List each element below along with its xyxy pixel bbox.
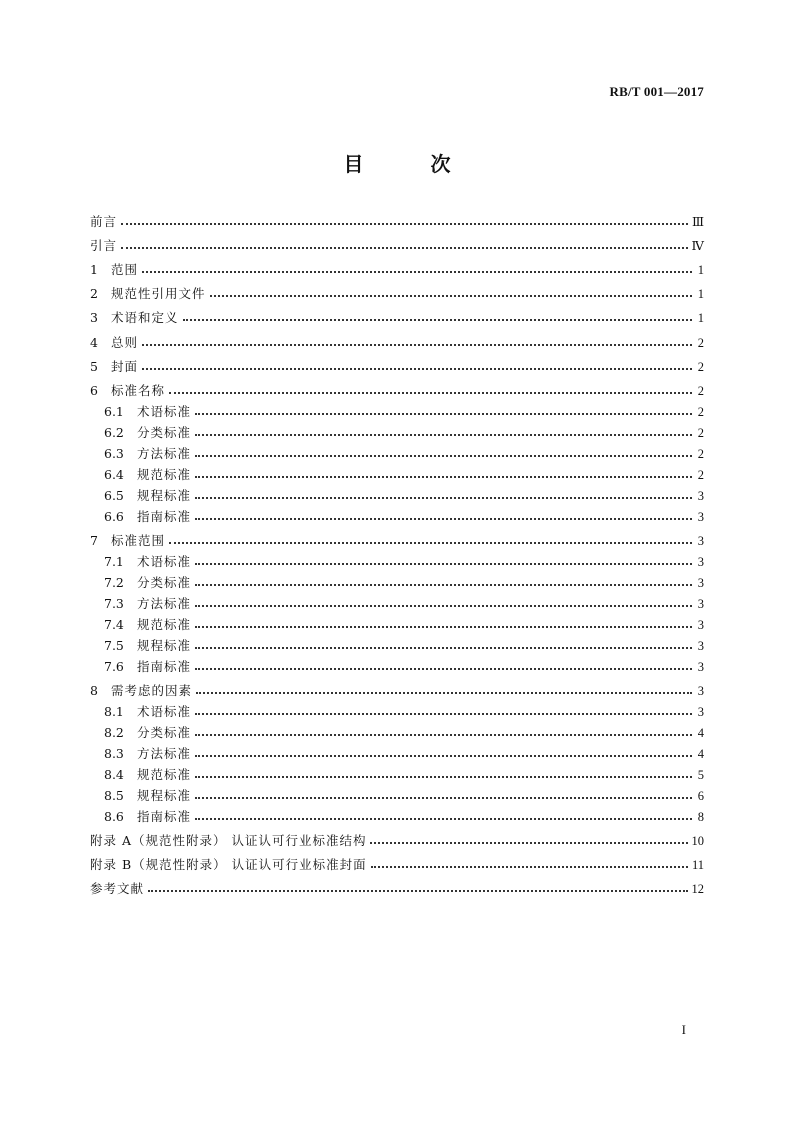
dot-leader bbox=[195, 511, 692, 521]
toc-entry-page: 3 bbox=[697, 555, 704, 569]
toc-entry-page: 8 bbox=[697, 810, 704, 824]
toc-entry-number: 7.4 bbox=[104, 617, 124, 632]
dot-leader bbox=[196, 685, 692, 695]
toc-entry-page: 11 bbox=[691, 858, 704, 872]
dot-leader bbox=[371, 859, 688, 869]
toc-entry-label: 规程标准 bbox=[137, 788, 192, 803]
toc-entry-label: 范围 bbox=[111, 262, 139, 277]
toc-entry-label: 规程标准 bbox=[137, 638, 192, 653]
toc-entry-number: 6.4 bbox=[104, 467, 124, 482]
dot-leader bbox=[195, 490, 692, 500]
dot-leader bbox=[195, 661, 692, 671]
dot-leader bbox=[169, 385, 692, 395]
dot-leader bbox=[195, 748, 692, 758]
toc-entry-label: 方法标准 bbox=[137, 446, 192, 461]
dot-leader bbox=[183, 312, 692, 322]
dot-leader bbox=[195, 469, 692, 479]
toc-entry-page: 2 bbox=[697, 360, 704, 374]
toc-entry[interactable] bbox=[90, 811, 704, 824]
toc-entry-number: 8.5 bbox=[104, 788, 124, 803]
toc-entry[interactable] bbox=[90, 216, 704, 229]
toc-entry-number: 1 bbox=[90, 262, 98, 277]
toc-entry-number: 8.2 bbox=[104, 725, 124, 740]
toc-entry-label: 参考文献 bbox=[90, 881, 145, 896]
toc-entry-page: 3 bbox=[697, 534, 704, 548]
toc-entry-number: 3 bbox=[90, 310, 98, 325]
dot-leader bbox=[195, 727, 692, 737]
toc-entry-label: 分类标准 bbox=[137, 425, 192, 440]
toc-entry-number: 7 bbox=[90, 533, 98, 548]
dot-leader bbox=[195, 598, 692, 608]
toc-entry[interactable] bbox=[90, 835, 704, 848]
toc-entry[interactable] bbox=[90, 448, 704, 461]
dot-leader bbox=[142, 337, 692, 347]
toc-entry[interactable] bbox=[90, 337, 704, 350]
dot-leader bbox=[195, 640, 692, 650]
toc-entry-page: 2 bbox=[697, 336, 704, 350]
toc-entry[interactable] bbox=[90, 490, 704, 503]
dot-leader bbox=[195, 556, 692, 566]
dot-leader bbox=[210, 288, 692, 298]
toc-entry-label: 总则 bbox=[111, 335, 139, 350]
toc-entry-page: 1 bbox=[697, 263, 704, 277]
toc-entry[interactable] bbox=[90, 556, 704, 569]
toc-entry-label: 指南标准 bbox=[137, 509, 192, 524]
dot-leader bbox=[121, 240, 687, 250]
toc-entry-page: 3 bbox=[697, 684, 704, 698]
toc-entry[interactable] bbox=[90, 264, 704, 277]
toc-entry-number: 5 bbox=[90, 359, 98, 374]
toc-entry[interactable] bbox=[90, 640, 704, 653]
page-number: I bbox=[681, 1022, 686, 1037]
toc-entry-number: 8.1 bbox=[104, 704, 124, 719]
toc-entry-number: 7.5 bbox=[104, 638, 124, 653]
dot-leader bbox=[195, 577, 692, 587]
toc-entry-label: 方法标准 bbox=[137, 746, 192, 761]
toc-entry[interactable] bbox=[90, 361, 704, 374]
page-title: 目 次 bbox=[343, 152, 481, 176]
dot-leader bbox=[195, 427, 692, 437]
toc-entry-page: 1 bbox=[697, 287, 704, 301]
toc-entry-label: 规程标准 bbox=[137, 488, 192, 503]
toc-entry-number: 6.1 bbox=[104, 404, 124, 419]
toc-entry-page: 12 bbox=[691, 882, 704, 896]
toc-entry-label: 引言 bbox=[90, 238, 118, 253]
toc-entry-number: 7.3 bbox=[104, 596, 124, 611]
toc-entry-page: 2 bbox=[697, 384, 704, 398]
dot-leader bbox=[195, 448, 692, 458]
toc-entry-number: 2 bbox=[90, 286, 98, 301]
toc-entry[interactable] bbox=[90, 577, 704, 590]
dot-leader bbox=[195, 811, 692, 821]
dot-leader bbox=[195, 619, 692, 629]
toc-entry[interactable] bbox=[90, 748, 704, 761]
dot-leader bbox=[195, 769, 692, 779]
toc-entry-label: 需考虑的因素 bbox=[111, 683, 193, 698]
toc-entry-page: 4 bbox=[697, 747, 704, 761]
toc-entry[interactable] bbox=[90, 859, 704, 872]
toc-entry[interactable] bbox=[90, 706, 704, 719]
toc-entry-number: 6.2 bbox=[104, 425, 124, 440]
toc-entry-number: 8 bbox=[90, 683, 98, 698]
toc-entry-label: 规范标准 bbox=[137, 467, 192, 482]
toc-entry-page: 3 bbox=[697, 705, 704, 719]
toc-entry-number: 6.5 bbox=[104, 488, 124, 503]
toc-entry-label: 前言 bbox=[90, 214, 118, 229]
dot-leader bbox=[148, 883, 687, 893]
toc-entry-label: 指南标准 bbox=[137, 809, 192, 824]
dot-leader bbox=[142, 264, 692, 274]
toc-entry-page: 5 bbox=[697, 768, 704, 782]
toc-entry[interactable] bbox=[90, 511, 704, 524]
toc-entry-label: 规范性引用文件 bbox=[111, 286, 206, 301]
toc-entry[interactable] bbox=[90, 240, 704, 253]
document-code: RB/T 001—2017 bbox=[609, 84, 704, 99]
toc-entry-label: 术语和定义 bbox=[111, 310, 179, 325]
toc-entry[interactable] bbox=[90, 406, 704, 419]
toc-entry-page: 10 bbox=[691, 834, 704, 848]
toc-entry-number: 8.6 bbox=[104, 809, 124, 824]
dot-leader bbox=[121, 216, 688, 226]
toc-entry-page: 3 bbox=[697, 618, 704, 632]
toc-entry-page: 2 bbox=[697, 405, 704, 419]
toc-entry-page: 3 bbox=[697, 597, 704, 611]
toc-entry-number: 4 bbox=[90, 335, 98, 350]
toc-entry[interactable] bbox=[90, 619, 704, 632]
toc-entry-page: 1 bbox=[697, 311, 704, 325]
toc-entry[interactable] bbox=[90, 790, 704, 803]
toc-entry-label: 规范标准 bbox=[137, 767, 192, 782]
toc-entry[interactable] bbox=[90, 469, 704, 482]
dot-leader bbox=[195, 406, 692, 416]
toc-entry[interactable] bbox=[90, 427, 704, 440]
toc-entry-label: 指南标准 bbox=[137, 659, 192, 674]
dot-leader bbox=[195, 790, 692, 800]
dot-leader bbox=[370, 835, 687, 845]
toc-entry-page: 2 bbox=[697, 426, 704, 440]
toc-entry-label: 标准名称 bbox=[111, 383, 166, 398]
toc-entry-number: 7.6 bbox=[104, 659, 124, 674]
dot-leader bbox=[142, 361, 692, 371]
toc-entry-label: 分类标准 bbox=[137, 575, 192, 590]
toc-entry-number: 7.1 bbox=[104, 554, 124, 569]
toc-entry-label: 附录 A（规范性附录） 认证认可行业标准结构 bbox=[90, 833, 367, 848]
toc-entry-label: 术语标准 bbox=[137, 554, 192, 569]
toc-entry[interactable] bbox=[90, 769, 704, 782]
toc-entry-label: 术语标准 bbox=[137, 704, 192, 719]
toc-entry-page: Ⅲ bbox=[691, 215, 704, 229]
toc-entry-label: 标准范围 bbox=[111, 533, 166, 548]
toc-entry-label: 方法标准 bbox=[137, 596, 192, 611]
toc-entry[interactable] bbox=[90, 685, 704, 698]
toc-entry[interactable] bbox=[90, 385, 704, 398]
toc-entry-number: 6 bbox=[90, 383, 98, 398]
toc-entry-label: 规范标准 bbox=[137, 617, 192, 632]
toc-entry-number: 6.6 bbox=[104, 509, 124, 524]
toc-entry[interactable] bbox=[90, 661, 704, 674]
toc-entry-number: 8.3 bbox=[104, 746, 124, 761]
toc-entry[interactable] bbox=[90, 727, 704, 740]
toc-entry-number: 7.2 bbox=[104, 575, 124, 590]
dot-leader bbox=[195, 706, 692, 716]
toc-entry-page: 2 bbox=[697, 468, 704, 482]
toc-entry-page: 4 bbox=[697, 726, 704, 740]
toc-entry-label: 术语标准 bbox=[137, 404, 192, 419]
toc-entry[interactable] bbox=[90, 883, 704, 896]
dot-leader bbox=[169, 535, 692, 545]
toc-entry-page: 3 bbox=[697, 489, 704, 503]
toc-entry[interactable] bbox=[90, 288, 704, 301]
toc-entry-page: 3 bbox=[697, 639, 704, 653]
toc-entry-page: 3 bbox=[697, 510, 704, 524]
toc-entry-number: 8.4 bbox=[104, 767, 124, 782]
toc-entry-page: 3 bbox=[697, 660, 704, 674]
toc-entry-page: Ⅳ bbox=[691, 239, 704, 253]
toc-entry-number: 6.3 bbox=[104, 446, 124, 461]
toc-entry-label: 封面 bbox=[111, 359, 139, 374]
toc-entry[interactable] bbox=[90, 312, 704, 325]
toc-entry-page: 2 bbox=[697, 447, 704, 461]
toc-entry-page: 3 bbox=[697, 576, 704, 590]
toc-entry-page: 6 bbox=[697, 789, 704, 803]
toc-entry-label: 分类标准 bbox=[137, 725, 192, 740]
toc-entry-label: 附录 B（规范性附录） 认证认可行业标准封面 bbox=[90, 857, 367, 872]
toc-entry[interactable] bbox=[90, 535, 704, 548]
toc-entry[interactable] bbox=[90, 598, 704, 611]
